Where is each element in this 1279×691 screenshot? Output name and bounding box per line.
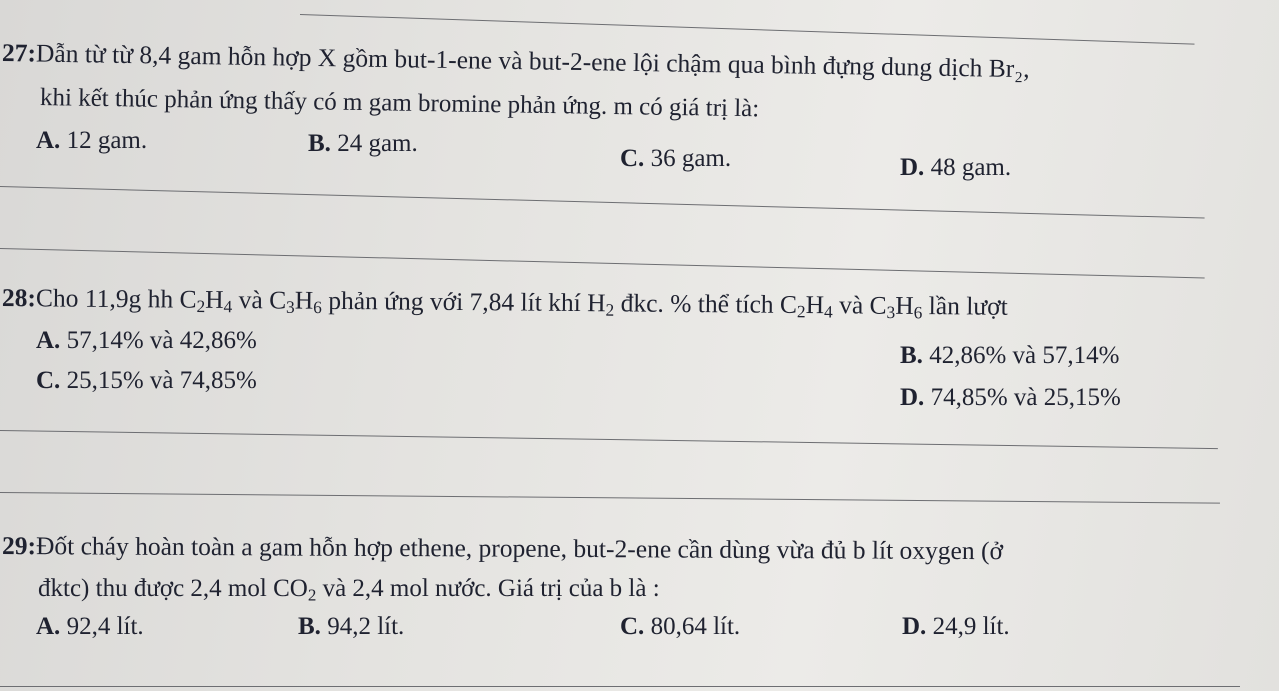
option-label: B. bbox=[900, 342, 923, 369]
option-text: 57,14% và 42,86% bbox=[66, 327, 257, 354]
option-c[interactable] bbox=[620, 145, 731, 173]
question-number: 28: bbox=[1, 283, 37, 313]
option-label: C. bbox=[36, 367, 61, 394]
option-text: 74,85% và 25,15% bbox=[930, 384, 1121, 411]
subscript: 2 bbox=[605, 300, 615, 320]
option-label: D. bbox=[900, 384, 925, 411]
rule-line bbox=[0, 248, 1205, 278]
subscript: 3 bbox=[886, 303, 896, 323]
subscript: 4 bbox=[823, 302, 833, 322]
question-text: H bbox=[294, 285, 314, 315]
question-number: 29: bbox=[1, 531, 37, 561]
option-text: 24,9 lít. bbox=[932, 613, 1010, 640]
question-text: và 2,4 mol nước. Giá trị của b là : bbox=[316, 575, 660, 602]
option-label: C. bbox=[620, 145, 645, 172]
option-label: B. bbox=[308, 130, 331, 157]
question-text: H bbox=[205, 284, 224, 314]
question-text: đktc) thu được 2,4 mol CO bbox=[38, 575, 308, 602]
question-27-line-1 bbox=[2, 38, 1030, 84]
option-text: 24 gam. bbox=[337, 130, 418, 157]
question-text: Đốt cháy hoàn toàn a gam hỗn hợp ethene, propene, but-2-ene cần dùng vừa đủ b lít oxygen (ở bbox=[35, 531, 1004, 566]
question-text: Dẫn từ từ 8,4 gam hỗn hợp X gồm but-1-ene và but-2-ene lội chậm qua bình đựng dung dịch Br₂, bbox=[35, 38, 1030, 84]
question-text: và C bbox=[832, 290, 887, 320]
option-d[interactable] bbox=[902, 613, 1010, 641]
question-27-line-2 bbox=[40, 84, 760, 123]
question-text: Cho 11,9g hh C bbox=[35, 283, 197, 314]
option-label: A. bbox=[36, 613, 61, 640]
question-text: phản ứng với 7,84 lít khí H bbox=[321, 285, 606, 318]
subscript: 2 bbox=[796, 302, 806, 322]
subscript: 2 bbox=[196, 297, 206, 317]
subscript: 6 bbox=[313, 298, 322, 318]
option-d[interactable] bbox=[900, 384, 1121, 412]
option-label: B. bbox=[298, 613, 321, 640]
question-text: H bbox=[895, 290, 914, 320]
rule-line bbox=[0, 430, 1218, 449]
question-text: và C bbox=[232, 285, 287, 315]
question-text: lần lượt bbox=[922, 291, 1008, 321]
question-29-line-1 bbox=[2, 531, 1003, 566]
option-b[interactable] bbox=[308, 130, 418, 158]
option-text: 36 gam. bbox=[650, 145, 732, 172]
option-text: 42,86% và 57,14% bbox=[929, 342, 1120, 369]
option-text: 80,64 lít. bbox=[650, 613, 741, 640]
option-text: 12 gam. bbox=[66, 127, 148, 154]
rule-line bbox=[0, 492, 1220, 504]
option-text: 94,2 lít. bbox=[327, 613, 405, 640]
option-b[interactable] bbox=[298, 613, 404, 641]
subscript: 4 bbox=[223, 297, 233, 317]
option-label: A. bbox=[36, 127, 61, 154]
option-text: 48 gam. bbox=[930, 154, 1012, 181]
subscript: 2 bbox=[307, 585, 317, 605]
option-c[interactable] bbox=[36, 367, 257, 395]
rule-line bbox=[300, 14, 1195, 45]
question-number: 27: bbox=[1, 38, 37, 68]
question-text: khi kết thúc phản ứng thấy có m gam bromine phản ứng. m có giá trị là: bbox=[39, 84, 760, 123]
question-28-line-1 bbox=[2, 283, 1008, 322]
option-text: 92,4 lít. bbox=[66, 613, 144, 640]
rule-line bbox=[0, 186, 1205, 219]
option-b[interactable] bbox=[900, 342, 1119, 370]
question-text: H bbox=[805, 290, 825, 320]
option-a[interactable] bbox=[36, 613, 144, 641]
rule-line bbox=[0, 686, 1240, 687]
question-29-line-2 bbox=[38, 575, 660, 603]
option-label: C. bbox=[620, 613, 645, 640]
question-text: đkc. % thể tích C bbox=[614, 288, 798, 319]
option-c[interactable] bbox=[620, 613, 740, 641]
option-label: D. bbox=[900, 154, 925, 181]
subscript: 6 bbox=[913, 303, 923, 323]
option-a[interactable] bbox=[36, 327, 257, 355]
option-label: D. bbox=[902, 613, 927, 640]
option-d[interactable] bbox=[900, 154, 1011, 182]
option-text: 25,15% và 74,85% bbox=[66, 367, 257, 394]
option-label: A. bbox=[36, 327, 61, 354]
subscript: 3 bbox=[286, 297, 295, 317]
option-a[interactable] bbox=[36, 127, 147, 155]
